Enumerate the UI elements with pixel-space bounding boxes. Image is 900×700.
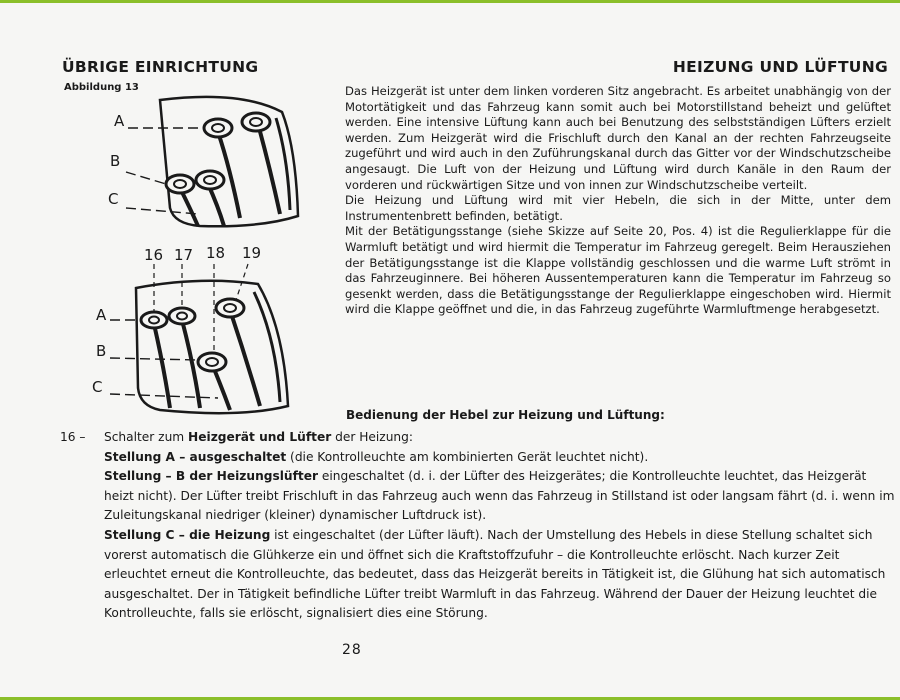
item-number: 16 – bbox=[60, 430, 86, 444]
item-lead-tail: der Heizung: bbox=[331, 430, 413, 444]
upper-panel-drawing bbox=[108, 97, 298, 226]
lever-number-18: 18 bbox=[206, 244, 226, 262]
intro-paragraph-3: Mit der Betätigungsstange (siehe Skizze auf Seite 20, Pos. 4) ist die Regulierklappe für die Warmluft betätigt und wird hiermit die Temperatur im Fahrzeug geregelt. Beim Herausziehen der Betätigungsstange ist die Klappe vollständig geschlossen und die warme Luft strömt in das Fahrzeuginnere. Bei höheren Aussentemperaturen kann die Temperatur im Fahrzeug so gesenkt werden, dass die Betätigungsstange der Regulierklappe eingeschoben wird. Hiermit wird die Klappe geöffnet und die, in das Fahrzeug zugeführte Warmluftmenge herabgesetzt. bbox=[345, 224, 891, 317]
setting-a bbox=[104, 448, 898, 468]
lever-number-16: 16 bbox=[144, 246, 164, 264]
intro-text bbox=[345, 84, 891, 318]
section-title-right: HEIZUNG UND LÜFTUNG bbox=[672, 58, 888, 76]
lever-number-17: 17 bbox=[174, 246, 194, 264]
setting-a-title: Stellung A – ausgeschaltet bbox=[104, 449, 287, 464]
upper-label-a: A bbox=[114, 112, 125, 130]
top-accent-bar bbox=[0, 0, 900, 3]
item-lead-bold: Heizgerät und Lüfter bbox=[188, 430, 332, 444]
item-lead bbox=[104, 428, 898, 448]
lower-label-c: C bbox=[92, 378, 103, 396]
setting-b-text: eingeschaltet (d. i. der Lüfter des Heizgerätes; die Kontrolleuchte leuchtet, das Heizgerät heizt nicht). Der Lüfter treibt Frischluft in das Fahrzeug auch wenn das Fahrzeug in Stillstand ist oder langsam fährt (d. i. wenn im Zuleitungskanal niedriger (kleiner) dynamischer Luftdruck ist). bbox=[104, 469, 895, 523]
setting-c-text: ist eingeschaltet (der Lüfter läuft). Nach der Umstellung des Hebels in diese Stellung schaltet sich vorerst automatisch die Glühkerze ein und öffnet sich die Kraftstoffzufuhr – die Kontrolleuchte erlöscht. Nach kurzer Zeit erleuchtet erneut die Kontrolleuchte, das bedeutet, dass das Heizgerät bereits in Tätigkeit ist, die Glühung hat sich automatisch ausgeschaltet. Der in Tätigkeit befindliche Lüfter treibt Warmluft in das Fahrzeug. Während der Dauer der Heizung leuchtet die Kontrolleuchte, falls sie erlöscht, signalisiert dies eine Störung. bbox=[104, 527, 886, 621]
lower-label-b: B bbox=[96, 342, 107, 360]
page-number: 28 bbox=[342, 642, 362, 658]
lower-label-a: A bbox=[96, 306, 107, 324]
intro-paragraph-1: Das Heizgerät ist unter dem linken vorderen Sitz angebracht. Es arbeitet unabhängig von der Motortätigkeit und das Fahrzeug kann somit auch bei Motorstillstand beheizt und gelüftet werden. Eine intensive Lüftung kann auch bei Benutzung des selbstständigen Lüfters erzielt werden. Zum Heizgerät wird die Frischluft durch den Kanal an der rechten Fahrzeugseite zugeführt und wird auch in den Zuführungskanal durch das Gitter vor der Windschutzscheibe angesaugt. Die Luft von der Heizung und Lüftung wird durch Kanäle in den Raum der vorderen und rückwärtigen Sitze und von innen zur Windschutzscheibe verteilt. bbox=[345, 84, 891, 192]
figure-label: Abbildung 13 bbox=[64, 82, 139, 93]
lever-16-description bbox=[60, 428, 898, 624]
upper-label-c: C bbox=[108, 190, 119, 208]
lever-panel-figure bbox=[90, 88, 310, 418]
lever-number-19: 19 bbox=[242, 244, 262, 262]
setting-b-title: Stellung – B der Heizungslüfter bbox=[104, 469, 318, 484]
item-lead-text: Schalter zum bbox=[104, 430, 189, 444]
intro-paragraph-2: Die Heizung und Lüftung wird mit vier Hebeln, die sich in der Mitte, unter dem Instrumentenbrett befinden, betätigt. bbox=[345, 193, 891, 223]
setting-c bbox=[104, 526, 898, 624]
lower-panel-drawing bbox=[92, 244, 288, 413]
setting-b bbox=[104, 467, 898, 526]
upper-label-b: B bbox=[110, 152, 121, 170]
section-title-left: ÜBRIGE EINRICHTUNG bbox=[62, 58, 259, 76]
setting-c-title: Stellung C – die Heizung bbox=[104, 527, 271, 542]
operation-subheading: Bedienung der Hebel zur Heizung und Lüftung: bbox=[346, 408, 665, 422]
setting-a-text: (die Kontrolleuchte am kombinierten Gerät leuchtet nicht). bbox=[286, 449, 649, 464]
